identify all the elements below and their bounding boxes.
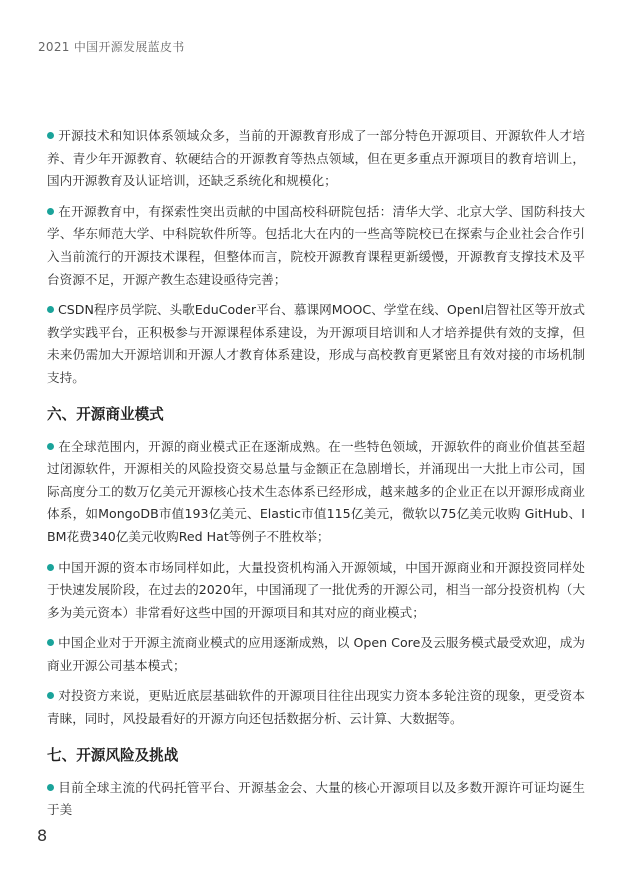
bullet-icon	[47, 443, 54, 450]
bullet-icon	[47, 639, 54, 646]
running-header: 2021 中国开源发展蓝皮书	[38, 40, 185, 54]
bullet-paragraph-universities: 在开源教育中，有探索性突出贡献的中国高校科研院包括：清华大学、北京大学、国防科技大学、华东师范大学、中科院软件所等。包括北大在内的一些高等院校已在探索与企业社会合作引入当前流行的开源技术课程，但整体而言，院校开源教育课程更新缓慢，开源教育支撑技术及平台资源不足，开源产教生态建设亟待完善；	[47, 203, 585, 287]
section-heading-business-model: 六、开源商业模式	[47, 405, 164, 423]
bullet-paragraph-open-core: 中国企业对于开源主流商业模式的应用逐渐成熟，以 Open Core及云服务模式最受欢迎，成为商业开源公司基本模式；	[47, 635, 585, 673]
bullet-paragraph-global-platforms: 目前全球主流的代码托管平台、开源基金会、大量的核心开源项目以及多数开源许可证均诞生于美	[47, 779, 585, 818]
bullet-icon	[47, 564, 54, 571]
section-heading-risks: 七、开源风险及挑战	[47, 746, 179, 764]
body-content	[47, 125, 585, 830]
bullet-paragraph-education-fields: 开源技术和知识体系领域众多，当前的开源教育形成了一部分特色开源项目、开源软件人才培养、青少年开源教育、软硬结合的开源教育等热点领域，但在更多重点开源项目的教育培训上，国内开源教育及认证培训，还缺乏系统化和规模化；	[47, 128, 585, 189]
bullet-icon	[47, 784, 54, 791]
bullet-icon	[47, 306, 54, 313]
page-number: 8	[37, 826, 48, 845]
bullet-icon	[47, 692, 54, 699]
bullet-paragraph-global-business: 在全球范围内，开源的商业模式正在逐渐成熟。在一些特色领域，开源软件的商业价值甚至超过闭源软件，开源相关的风险投资交易总量与金额正在急剧增长，并涌现出一大批上市公司，国际高度分工的数万亿美元开源核心技术生态体系已经形成，越来越多的企业正在以开源形成商业体系，如MongoDB市值193亿美元、Elastic市值115亿美元，微软以75亿美元收购 GitHub、IBM花费340亿美元收购Red Hat等例子不胜枚举；	[47, 438, 585, 544]
bullet-paragraph-investors: 对投资方来说，更贴近底层基础软件的开源项目往往出现实力资本多轮注资的现象，更受资本青睐，同时，风投最看好的开源方向还包括数据分析、云计算、大数据等。	[47, 688, 585, 727]
bullet-paragraph-platforms: CSDN程序员学院、头歌EduCoder平台、慕课网MOOC、学堂在线、OpenI启智社区等开放式教学实践平台，正积极参与开源课程体系建设，为开源项目培训和人才培养提供有效的支撑，但未来仍需加大开源培训和开源人才教育体系建设，形成与高校教育更紧密且有效对接的市场机制支持。	[47, 302, 585, 385]
bullet-icon	[47, 132, 54, 139]
bullet-paragraph-china-capital: 中国开源的资本市场同样如此，大量投资机构涌入开源领域，中国开源商业和开源投资同样处于快速发展阶段，在过去的2020年，中国涌现了一批优秀的开源公司，相当一部分投资机构（大多为美元资本）非常看好这些中国的开源项目和其对应的商业模式；	[47, 559, 585, 620]
bullet-icon	[47, 208, 54, 215]
